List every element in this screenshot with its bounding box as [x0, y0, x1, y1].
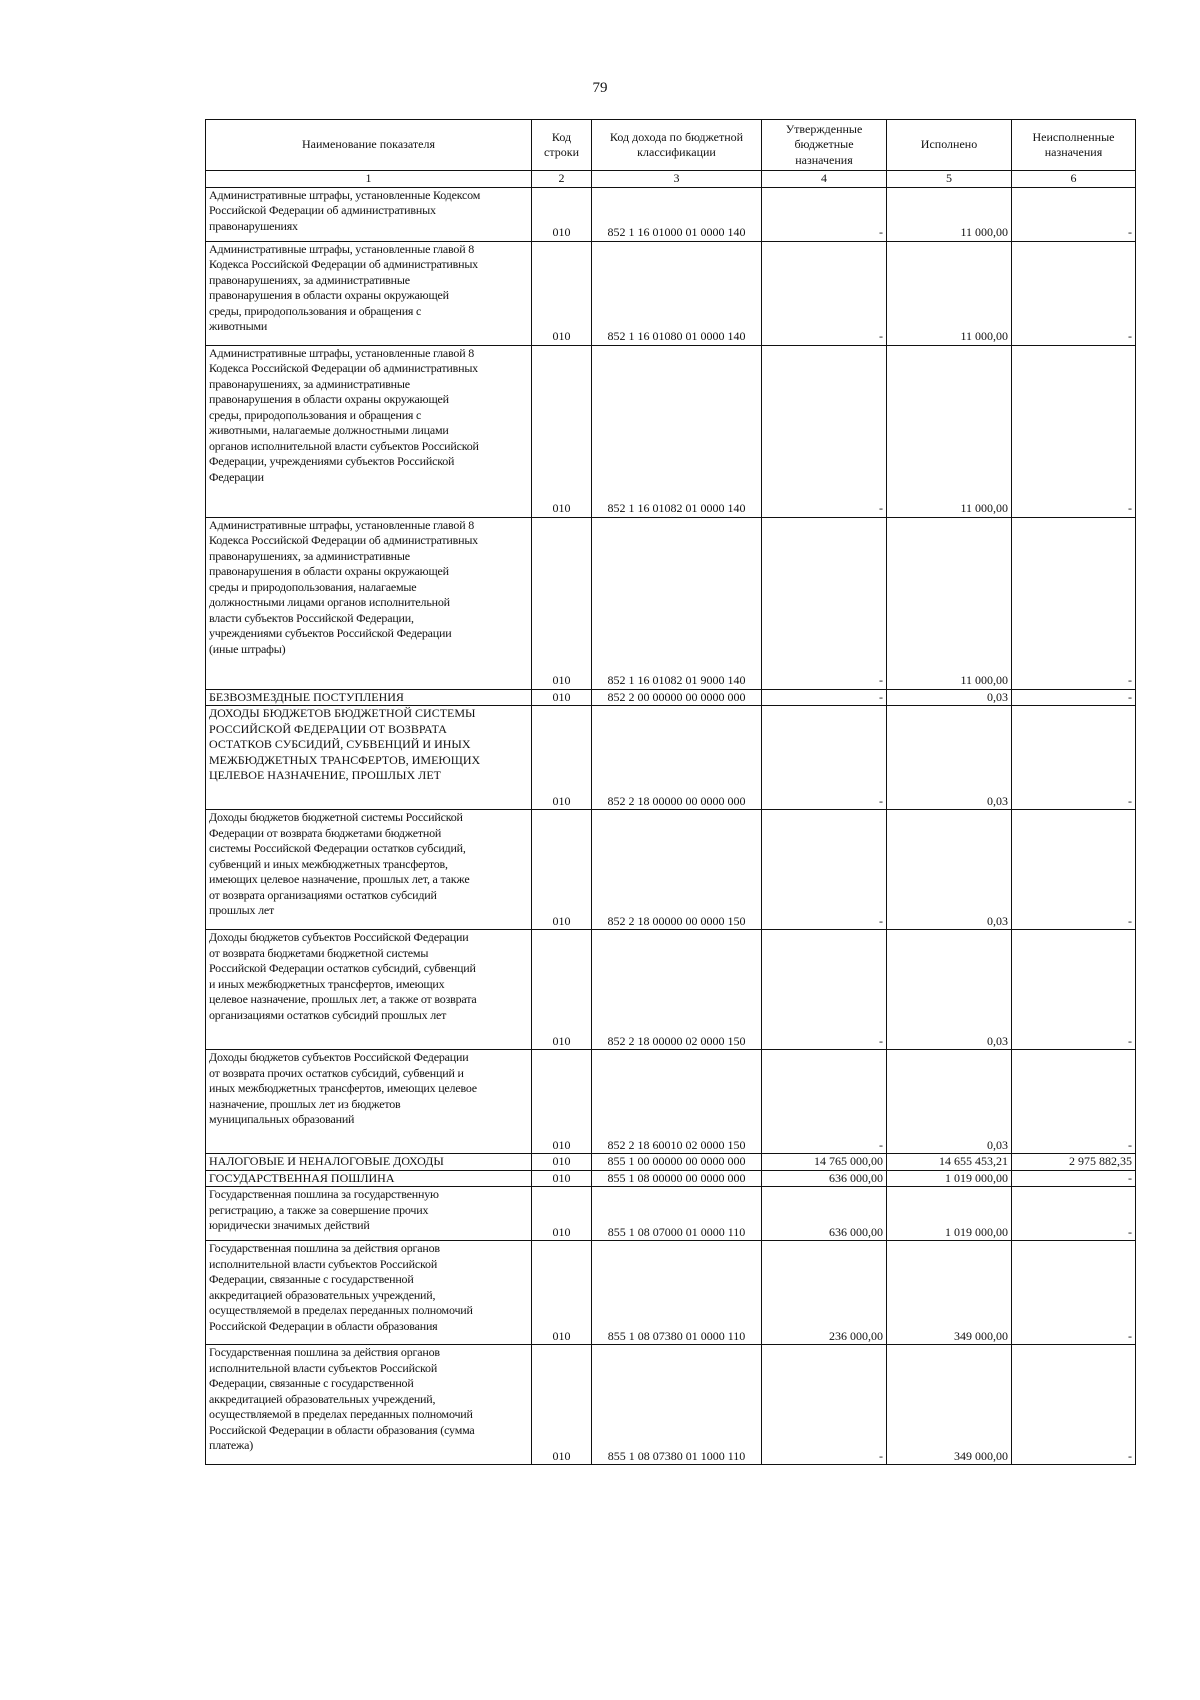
unexecuted-value: -	[1012, 1050, 1136, 1154]
approved-value: 636 000,00	[762, 1187, 887, 1241]
column-number: 5	[887, 171, 1012, 188]
column-number: 2	[532, 171, 592, 188]
approved-value: -	[762, 345, 887, 517]
row-code: 010	[532, 187, 592, 241]
executed-value: 0,03	[887, 930, 1012, 1050]
classification-code: 855 1 08 07380 01 0000 110	[592, 1241, 762, 1345]
classification-code: 852 1 16 01082 01 9000 140	[592, 517, 762, 689]
approved-value: -	[762, 1050, 887, 1154]
executed-value: 1 019 000,00	[887, 1170, 1012, 1187]
table-row	[206, 706, 1136, 810]
table-row	[206, 1345, 1136, 1465]
classification-code: 852 1 16 01000 01 0000 140	[592, 187, 762, 241]
indicator-name: Доходы бюджетов бюджетной системы Российской Федерации от возврата бюджетами бюджетной системы Российской Федерации остатков субсидий, субвенций и иных межбюджетных трансфертов, имеющих целевое назначение, прошлых лет, а также от возврата организациями остатков субсидий прошлых лет	[206, 810, 532, 930]
classification-code: 855 1 08 00000 00 0000 000	[592, 1170, 762, 1187]
indicator-name: Административные штрафы, установленные Кодексом Российской Федерации об административных правонарушениях	[206, 187, 532, 241]
table-row	[206, 187, 1136, 241]
executed-value: 11 000,00	[887, 241, 1012, 345]
table-row	[206, 241, 1136, 345]
approved-value: -	[762, 241, 887, 345]
table-row	[206, 1187, 1136, 1241]
table-header-row	[206, 120, 1136, 171]
unexecuted-value: -	[1012, 810, 1136, 930]
approved-value: -	[762, 706, 887, 810]
table-row	[206, 1154, 1136, 1171]
approved-value: -	[762, 187, 887, 241]
approved-value: -	[762, 810, 887, 930]
header-budget-classification-code: Код дохода по бюджетной классификации	[592, 120, 762, 171]
indicator-name: Государственная пошлина за действия органов исполнительной власти субъектов Российской Федерации, связанные с государственной аккредитацией образовательных учреждений, осуществляемой в пределах переданных полномочий Российской Федерации в области образования (сумма платежа)	[206, 1345, 532, 1465]
unexecuted-value: -	[1012, 1345, 1136, 1465]
row-code: 010	[532, 345, 592, 517]
approved-value: -	[762, 1345, 887, 1465]
executed-value: 0,03	[887, 689, 1012, 706]
classification-code: 855 1 08 07000 01 0000 110	[592, 1187, 762, 1241]
table-row	[206, 930, 1136, 1050]
executed-value: 349 000,00	[887, 1241, 1012, 1345]
approved-value: -	[762, 930, 887, 1050]
unexecuted-value: -	[1012, 689, 1136, 706]
table-row	[206, 689, 1136, 706]
column-number: 3	[592, 171, 762, 188]
table-row	[206, 517, 1136, 689]
classification-code: 855 1 08 07380 01 1000 110	[592, 1345, 762, 1465]
header-unexecuted-assignments: Неисполненные назначения	[1012, 120, 1136, 171]
header-indicator-name: Наименование показателя	[206, 120, 532, 171]
row-code: 010	[532, 1154, 592, 1171]
unexecuted-value: -	[1012, 517, 1136, 689]
table-row	[206, 1050, 1136, 1154]
executed-value: 1 019 000,00	[887, 1187, 1012, 1241]
unexecuted-value: -	[1012, 1187, 1136, 1241]
approved-value: -	[762, 689, 887, 706]
executed-value: 11 000,00	[887, 187, 1012, 241]
executed-value: 0,03	[887, 810, 1012, 930]
header-row-code: Код строки	[532, 120, 592, 171]
classification-code: 855 1 00 00000 00 0000 000	[592, 1154, 762, 1171]
row-code: 010	[532, 1241, 592, 1345]
row-code: 010	[532, 689, 592, 706]
indicator-name: ГОСУДАРСТВЕННАЯ ПОШЛИНА	[206, 1170, 532, 1187]
row-code: 010	[532, 706, 592, 810]
indicator-name: ДОХОДЫ БЮДЖЕТОВ БЮДЖЕТНОЙ СИСТЕМЫ РОССИЙСКОЙ ФЕДЕРАЦИИ ОТ ВОЗВРАТА ОСТАТКОВ СУБСИДИЙ, СУБВЕНЦИЙ И ИНЫХ МЕЖБЮДЖЕТНЫХ ТРАНСФЕРТОВ, ИМЕЮЩИХ ЦЕЛЕВОЕ НАЗНАЧЕНИЕ, ПРОШЛЫХ ЛЕТ	[206, 706, 532, 810]
indicator-name: БЕЗВОЗМЕЗДНЫЕ ПОСТУПЛЕНИЯ	[206, 689, 532, 706]
table-row	[206, 1241, 1136, 1345]
unexecuted-value: -	[1012, 345, 1136, 517]
approved-value: 236 000,00	[762, 1241, 887, 1345]
indicator-name: Государственная пошлина за государственную регистрацию, а также за совершение прочих юридически значимых действий	[206, 1187, 532, 1241]
executed-value: 11 000,00	[887, 517, 1012, 689]
executed-value: 14 655 453,21	[887, 1154, 1012, 1171]
row-code: 010	[532, 517, 592, 689]
executed-value: 11 000,00	[887, 345, 1012, 517]
unexecuted-value: -	[1012, 241, 1136, 345]
classification-code: 852 2 00 00000 00 0000 000	[592, 689, 762, 706]
classification-code: 852 1 16 01080 01 0000 140	[592, 241, 762, 345]
classification-code: 852 1 16 01082 01 0000 140	[592, 345, 762, 517]
indicator-name: Доходы бюджетов субъектов Российской Федерации от возврата прочих остатков субсидий, субвенций и иных межбюджетных трансфертов, имеющих целевое назначение, прошлых лет из бюджетов муниципальных образований	[206, 1050, 532, 1154]
table-row	[206, 345, 1136, 517]
table-row	[206, 810, 1136, 930]
unexecuted-value: -	[1012, 187, 1136, 241]
row-code: 010	[532, 930, 592, 1050]
executed-value: 0,03	[887, 706, 1012, 810]
indicator-name: НАЛОГОВЫЕ И НЕНАЛОГОВЫЕ ДОХОДЫ	[206, 1154, 532, 1171]
unexecuted-value: 2 975 882,35	[1012, 1154, 1136, 1171]
row-code: 010	[532, 1170, 592, 1187]
classification-code: 852 2 18 60010 02 0000 150	[592, 1050, 762, 1154]
approved-value: 14 765 000,00	[762, 1154, 887, 1171]
unexecuted-value: -	[1012, 1170, 1136, 1187]
column-number: 4	[762, 171, 887, 188]
executed-value: 349 000,00	[887, 1345, 1012, 1465]
indicator-name: Доходы бюджетов субъектов Российской Федерации от возврата бюджетами бюджетной системы Российской Федерации остатков субсидий, субвенций и иных межбюджетных трансфертов, имеющих целевое назначение, прошлых лет, а также от возврата организациями остатков субсидий прошлых лет	[206, 930, 532, 1050]
indicator-name: Административные штрафы, установленные главой 8 Кодекса Российской Федерации об административных правонарушениях, за административные правонарушения в области охраны окружающей среды, природопользования и обращения с животными, налагаемые должностными лицами органов исполнительной власти субъектов Российской Федерации, учреждениями субъектов Российской Федерации	[206, 345, 532, 517]
row-code: 010	[532, 1345, 592, 1465]
budget-report-table	[205, 119, 1136, 1465]
row-code: 010	[532, 810, 592, 930]
unexecuted-value: -	[1012, 706, 1136, 810]
column-number: 1	[206, 171, 532, 188]
approved-value: 636 000,00	[762, 1170, 887, 1187]
row-code: 010	[532, 1050, 592, 1154]
header-approved-assignments: Утвержденные бюджетные назначения	[762, 120, 887, 171]
row-code: 010	[532, 1187, 592, 1241]
column-number-row	[206, 171, 1136, 188]
header-executed: Исполнено	[887, 120, 1012, 171]
approved-value: -	[762, 517, 887, 689]
unexecuted-value: -	[1012, 930, 1136, 1050]
classification-code: 852 2 18 00000 00 0000 000	[592, 706, 762, 810]
indicator-name: Государственная пошлина за действия органов исполнительной власти субъектов Российской Федерации, связанные с государственной аккредитацией образовательных учреждений, осуществляемой в пределах переданных полномочий Российской Федерации в области образования	[206, 1241, 532, 1345]
indicator-name: Административные штрафы, установленные главой 8 Кодекса Российской Федерации об административных правонарушениях, за административные правонарушения в области охраны окружающей среды и природопользования, налагаемые должностными лицами органов исполнительной власти субъектов Российской Федерации, учреждениями субъектов Российской Федерации (иные штрафы)	[206, 517, 532, 689]
table-row	[206, 1170, 1136, 1187]
page-number: 79	[592, 80, 608, 96]
column-number: 6	[1012, 171, 1136, 188]
classification-code: 852 2 18 00000 02 0000 150	[592, 930, 762, 1050]
row-code: 010	[532, 241, 592, 345]
classification-code: 852 2 18 00000 00 0000 150	[592, 810, 762, 930]
executed-value: 0,03	[887, 1050, 1012, 1154]
unexecuted-value: -	[1012, 1241, 1136, 1345]
indicator-name: Административные штрафы, установленные главой 8 Кодекса Российской Федерации об административных правонарушениях, за административные правонарушения в области охраны окружающей среды, природопользования и обращения с животными	[206, 241, 532, 345]
